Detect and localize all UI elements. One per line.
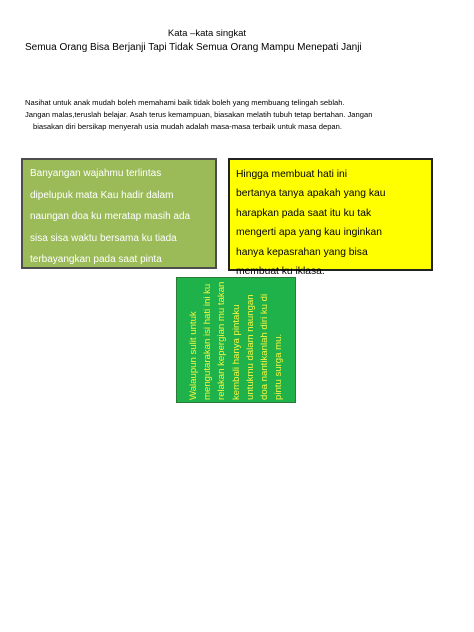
advice-line: Nasihat untuk anak mudah boleh memahami baik tidak boleh yang membuang telingah seblah. (25, 98, 345, 107)
advice-line: Jangan malas,teruslah belajar. Asah terus kemampuan, biasakan melatih tubuh tetap bertahan. Jangan (25, 110, 373, 120)
advice-paragraph (25, 97, 450, 134)
green-box-line: dipelupuk mata Kau hadir dalam (30, 189, 174, 201)
green-box-line: terahirmu. (30, 275, 76, 287)
title-text: Kata –kata singkat (167, 28, 247, 39)
advice-line: biasakan diri bersikap menyerah usia mudah adalah masa-masa terbaik untuk masa depan. (33, 122, 342, 132)
vertical-box-line: pintu surga mu. (273, 333, 285, 400)
green-box-line: terbayangkan pada saat pinta (30, 254, 162, 266)
vertical-text (187, 277, 286, 400)
vertical-box-line: kembali hanya pintaku (230, 304, 242, 400)
vertical-box-line: doa nantikanlah diri ku di (259, 293, 271, 400)
yellow-box-line: harapkan pada saat itu ku tak (236, 207, 372, 219)
page-title (0, 28, 474, 39)
page-subtitle: Semua Orang Bisa Berjanji Tapi Tidak Semua Orang Mampu Menepati Janji (25, 42, 362, 53)
yellow-box-line: hanya kepasrahan yang bisa (236, 246, 368, 258)
green-box-line: sisa sisa waktu bersama ku tiada (30, 232, 177, 244)
yellow-box-line: membuat ku iklasa. (236, 266, 325, 278)
yellow-box-line: bertanya tanya apakah yang kau (236, 188, 386, 200)
vertical-box-line: Walaupun sulit untuk (188, 311, 199, 400)
vertical-quote-box (176, 277, 296, 403)
green-box-line: Banyangan wajahmu terlintas (30, 168, 162, 179)
vertical-box-line: relakan kepergian mu takan (216, 281, 228, 400)
green-quote-box (21, 158, 217, 287)
vertical-box-line: mengutarakan isi hati ini ku (202, 283, 214, 400)
green-box-line: naungan doa ku meratap masih ada (30, 211, 191, 223)
yellow-box-line: mengerti apa yang kau inginkan (236, 227, 382, 239)
yellow-box-line: Hingga membuat hati ini (236, 169, 348, 180)
yellow-quote-box (228, 158, 433, 278)
vertical-box-line: untukmu dalam naungan (244, 294, 256, 400)
